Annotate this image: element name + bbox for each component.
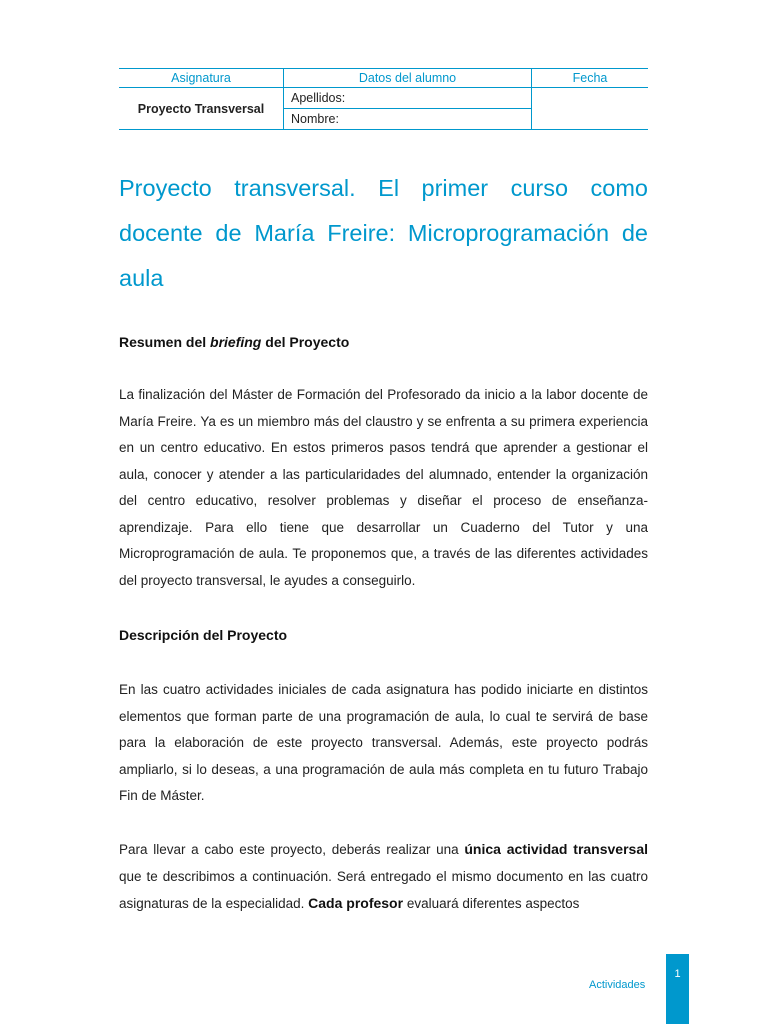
name-field: Nombre:	[284, 109, 532, 130]
footer-label: Actividades	[589, 979, 646, 991]
subject-value: Proyecto Transversal	[119, 88, 284, 130]
header-col-subject: Asignatura	[119, 69, 284, 88]
section-heading-description: Descripción del Proyecto	[119, 627, 288, 643]
briefing-paragraph: La finalización del Máster de Formación del Profesorado da inicio a la labor docente de María Freire. Ya es un miembro más del claustro y se enfrenta a su primera experiencia en un centro educativo. En estos primeros pasos tendrá que aprender a gestionar el aula, conocer y atender a las particularidades del alumnado, entender la organización del centro educativo, resolver problemas y diseñar el proceso de enseñanza-aprendizaje. Para ello tiene que desarrollar un Cuaderno del Tutor y una Microprogramación de aula. Te proponemos que, a través de las diferentes actividades del proyecto transversal, le ayudes a conseguirlo.	[119, 387, 648, 588]
page-number-tab	[666, 954, 689, 1024]
description-paragraph-1: En las cuatro actividades iniciales de cada asignatura has podido iniciarte en distintos elementos que forman parte de una programación de aula, lo cual te servirá de base para la elaboración de este proyecto transversal. Además, este proyecto podrás ampliarlo, si lo deseas, a una programación de aula más completa en tu futuro Trabajo Fin de Máster.	[119, 682, 648, 803]
date-field	[532, 88, 649, 130]
page-number: 1	[674, 968, 681, 980]
description-paragraph-2: Para llevar a cabo este proyecto, deberás realizar una única actividad transversal que te describimos a continuación. Será entregado el mismo documento en las cuatro asignaturas de la especialidad. Cada profesor evaluará diferentes aspectos	[119, 841, 648, 911]
header-col-date: Fecha	[532, 69, 649, 88]
surname-field: Apellidos:	[284, 88, 532, 109]
header-col-student: Datos del alumno	[284, 69, 532, 88]
section-heading-briefing: Resumen del briefing del Proyecto	[119, 334, 350, 350]
document-title: Proyecto transversal. El primer curso como docente de María Freire: Microprogramación de aula	[119, 175, 648, 291]
header-table	[119, 68, 648, 130]
